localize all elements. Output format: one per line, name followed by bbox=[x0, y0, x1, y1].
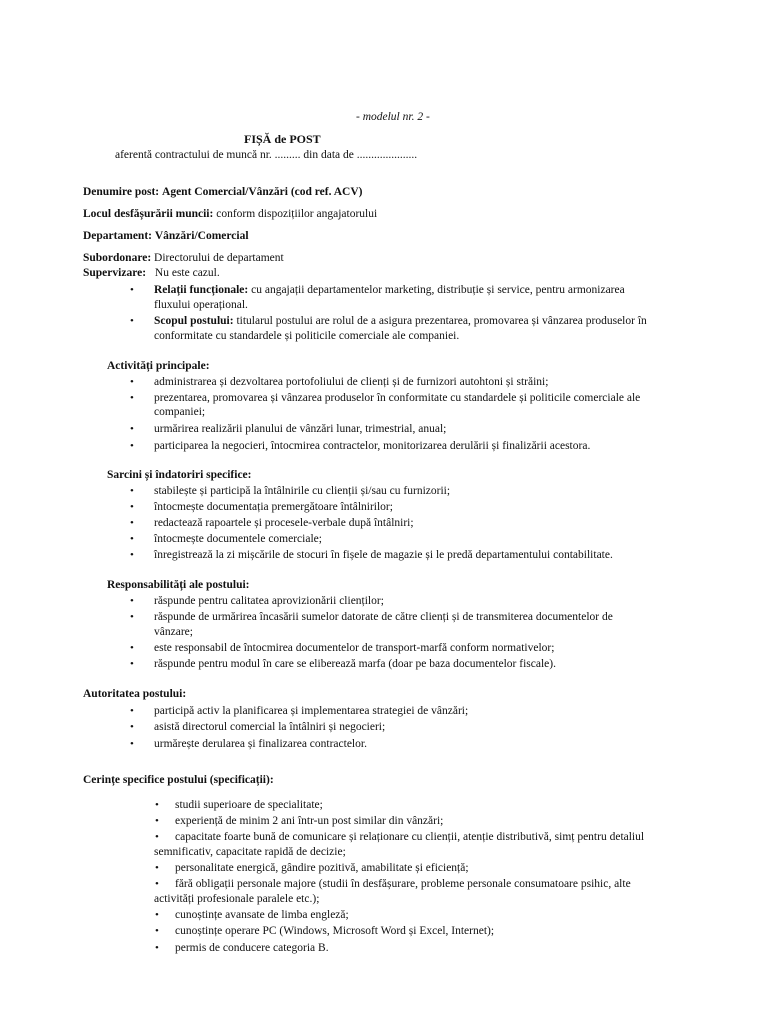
document-title: FIȘĂ de POST bbox=[244, 132, 321, 146]
scopul-label: Scopul postului: bbox=[154, 315, 234, 327]
bullet-icon bbox=[130, 547, 134, 563]
list-item-continuation: vânzare; bbox=[154, 626, 193, 638]
list-item-continuation: semnificativ, capacitate rapidă de decizie; bbox=[154, 846, 346, 858]
list-item: participarea la negocieri, întocmirea contractelor, monitorizarea derulării și finalizării acestora. bbox=[154, 440, 591, 452]
post-field bbox=[83, 184, 362, 200]
list-item: permis de conducere categoria B. bbox=[175, 942, 329, 954]
bullet-icon bbox=[130, 499, 134, 515]
responsabilitati-heading: Responsabilități ale postului: bbox=[107, 579, 250, 591]
autoritatea-heading: Autoritatea postului: bbox=[83, 688, 187, 700]
bullet-icon bbox=[130, 640, 134, 656]
subordonare-field bbox=[83, 250, 284, 266]
bullet-icon bbox=[130, 703, 134, 719]
bullet-icon bbox=[130, 656, 134, 672]
bullet-icon bbox=[130, 609, 134, 625]
list-item: răspunde pentru modul în care se eliberează marfa (doar pe baza documentelor fiscale). bbox=[154, 658, 556, 670]
post-value: Agent Comercial/Vânzări (cod ref. ACV) bbox=[162, 186, 363, 198]
list-item: participă activ la planificarea și implementarea strategiei de vânzări; bbox=[154, 705, 469, 717]
cerinte-heading: Cerințe specifice postului (specificații): bbox=[83, 774, 274, 786]
list-item-continuation: activități profesionale paralele etc.); bbox=[154, 893, 320, 905]
subordonare-value: Directorului de departament bbox=[154, 252, 284, 264]
bullet-icon bbox=[130, 736, 134, 752]
bullet-icon bbox=[155, 907, 159, 923]
list-item: fără obligații personale majore (studii în desfășurare, probleme personale consumatoare psihic, alte bbox=[175, 878, 631, 890]
list-item: cunoștințe operare PC (Windows, Microsoft Word și Excel, Internet); bbox=[175, 925, 495, 937]
bullet-icon bbox=[155, 940, 159, 956]
scopul-line2: conformitate cu standardele și politicile comerciale ale companiei. bbox=[154, 330, 460, 342]
list-item: răspunde pentru calitatea aprovizionării clienților; bbox=[154, 595, 384, 607]
bullet-icon bbox=[130, 483, 134, 499]
locul-label: Locul desfășurării muncii: bbox=[83, 208, 214, 220]
bullet-icon bbox=[130, 313, 134, 329]
list-item: răspunde de urmărirea încasării sumelor datorate de către clienți și de transmiterea documentelor de bbox=[154, 611, 613, 623]
list-item: întocmește documentația premergătoare întâlnirilor; bbox=[154, 501, 393, 513]
list-item: experiență de minim 2 ani într-un post similar din vânzări; bbox=[175, 815, 444, 827]
list-item: redactează rapoartele și procesele-verbale după întâlniri; bbox=[154, 517, 414, 529]
bullet-icon bbox=[155, 923, 159, 939]
supervizare-field bbox=[83, 265, 220, 281]
list-item: urmărește derularea și finalizarea contractelor. bbox=[154, 738, 367, 750]
bullet-icon bbox=[130, 374, 134, 390]
post-label: Denumire post: bbox=[83, 186, 160, 198]
bullet-icon bbox=[130, 515, 134, 531]
list-item: studii superioare de specialitate; bbox=[175, 799, 323, 811]
bullet-icon bbox=[130, 719, 134, 735]
supervizare-value: Nu este cazul. bbox=[154, 267, 220, 279]
list-item: prezentarea, promovarea și vânzarea produselor în conformitate cu standardele și politicile comerciale ale bbox=[154, 392, 641, 404]
list-item: este responsabil de întocmirea documentelor de transport-marfă conform normativelor; bbox=[154, 642, 555, 654]
relatii-label: Relații funcționale: bbox=[154, 284, 249, 296]
bullet-icon bbox=[155, 813, 159, 829]
sarcini-heading: Sarcini și îndatoriri specifice: bbox=[107, 469, 252, 481]
departament-value: Vânzări/Comercial bbox=[154, 230, 249, 242]
list-item: întocmește documentele comerciale; bbox=[154, 533, 322, 545]
bullet-icon bbox=[130, 438, 134, 454]
bullet-icon bbox=[130, 593, 134, 609]
relatii-line1 bbox=[154, 282, 625, 298]
list-item: asistă directorul comercial la întâlniri și negocieri; bbox=[154, 721, 386, 733]
list-item: personalitate energică, gândire pozitivă, amabilitate și eficiență; bbox=[175, 862, 469, 874]
bullet-icon bbox=[155, 797, 159, 813]
list-item: administrarea și dezvoltarea portofoliului de clienți și de furnizori autohtoni și străini; bbox=[154, 376, 549, 388]
departament-field bbox=[83, 228, 249, 244]
relatii-line2: fluxului operațional. bbox=[154, 299, 248, 311]
list-item: capacitate foarte bună de comunicare și relaționare cu clienții, atenție distributivă, simț pentru detaliul bbox=[175, 831, 645, 843]
bullet-icon bbox=[130, 531, 134, 547]
supervizare-label: Supervizare: bbox=[83, 267, 147, 279]
list-item: urmărirea realizării planului de vânzări lunar, trimestrial, anual; bbox=[154, 423, 447, 435]
activitati-heading: Activități principale: bbox=[107, 360, 210, 372]
relatii-text: cu angajații departamentelor marketing, distribuție și service, pentru armonizarea bbox=[251, 284, 625, 296]
list-item: cunoștințe avansate de limba engleză; bbox=[175, 909, 349, 921]
list-item: înregistrează la zi mișcările de stocuri în fișele de magazie și le predă departamentului contabilitate. bbox=[154, 549, 613, 561]
scopul-text: titularul postului are rolul de a asigura prezentarea, promovarea și vânzarea produselor în bbox=[236, 315, 647, 327]
list-item-continuation: companiei; bbox=[154, 406, 206, 418]
bullet-icon bbox=[155, 860, 159, 876]
bullet-icon bbox=[130, 421, 134, 437]
model-number: - modelul nr. 2 - bbox=[356, 111, 430, 123]
departament-label: Departament: bbox=[83, 230, 152, 242]
subordonare-label: Subordonare: bbox=[83, 252, 152, 264]
document-subtitle: aferentă contractului de muncă nr. ......... din data de ..................... bbox=[115, 149, 418, 161]
bullet-icon bbox=[130, 390, 134, 406]
bullet-icon bbox=[155, 876, 159, 892]
bullet-icon bbox=[130, 282, 134, 298]
list-item: stabilește și participă la întâlnirile cu clienții și/sau cu furnizorii; bbox=[154, 485, 451, 497]
scopul-line1 bbox=[154, 313, 647, 329]
bullet-icon bbox=[155, 829, 159, 845]
locul-value: conform dispozițiilor angajatorului bbox=[216, 208, 378, 220]
locul-field bbox=[83, 206, 377, 222]
